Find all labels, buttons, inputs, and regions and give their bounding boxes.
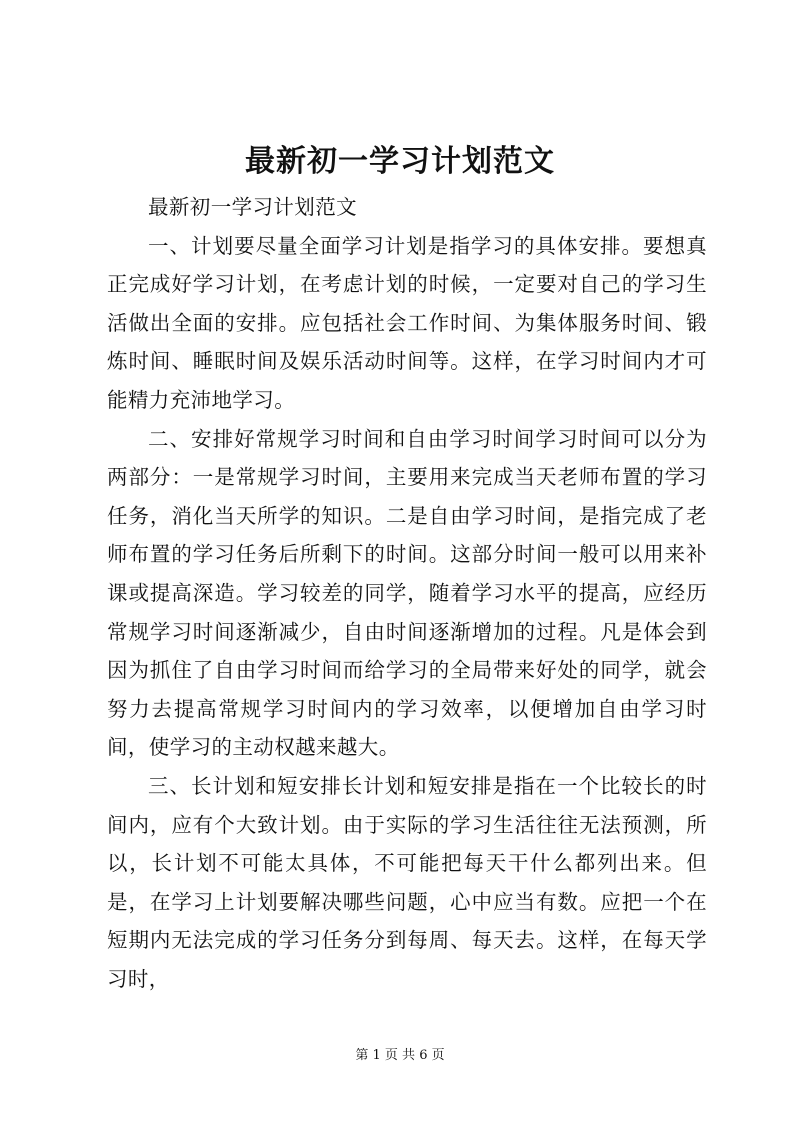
paragraph-1: 一、计划要尽量全面学习计划是指学习的具体安排。要想真正完成好学习计划，在考虑计划的时候，一定要对自己的学习生活做出全面的安排。应包括社会工作时间、为集体服务时间、锻炼时间、睡眠时间及娱乐活动时间等。这样，在学习时间内才可能精力充沛地学习。: [107, 233, 707, 412]
page-number-footer: 第 1 页 共 6 页: [355, 1048, 445, 1063]
paragraph-3: 三、长计划和短安排长计划和短安排是指在一个比较长的时间内，应有个大致计划。由于实际的学习生活往往无法预测，所以，长计划不可能太具体，不可能把每天干什么都列出来。但是，在学习上计划要解决哪些问题，心中应当有数。应把一个在短期内无法完成的学习任务分到每周、每天去。这样，在每天学习时，: [107, 773, 707, 991]
paragraph-subtitle: 最新初一学习计划范文: [148, 195, 357, 219]
document-body: [107, 188, 707, 998]
paragraph-2: 二、安排好常规学习时间和自由学习时间学习时间可以分为两部分：一是常规学习时间，主要用来完成当天老师布置的学习任务，消化当天所学的知识。二是自由学习时间，是指完成了老师布置的学习任务后所剩下的时间。这部分时间一般可以用来补课或提高深造。学习较差的同学，随着学习水平的提高，应经历常规学习时间逐渐减少，自由时间逐渐增加的过程。凡是体会到因为抓住了自由学习时间而给学习的全局带来好处的同学，就会努力去提高常规学习时间内的学习效率，以便增加自由学习时间，使学习的主动权越来越大。: [107, 426, 707, 760]
document-title: 最新初一学习计划范文: [245, 144, 555, 179]
